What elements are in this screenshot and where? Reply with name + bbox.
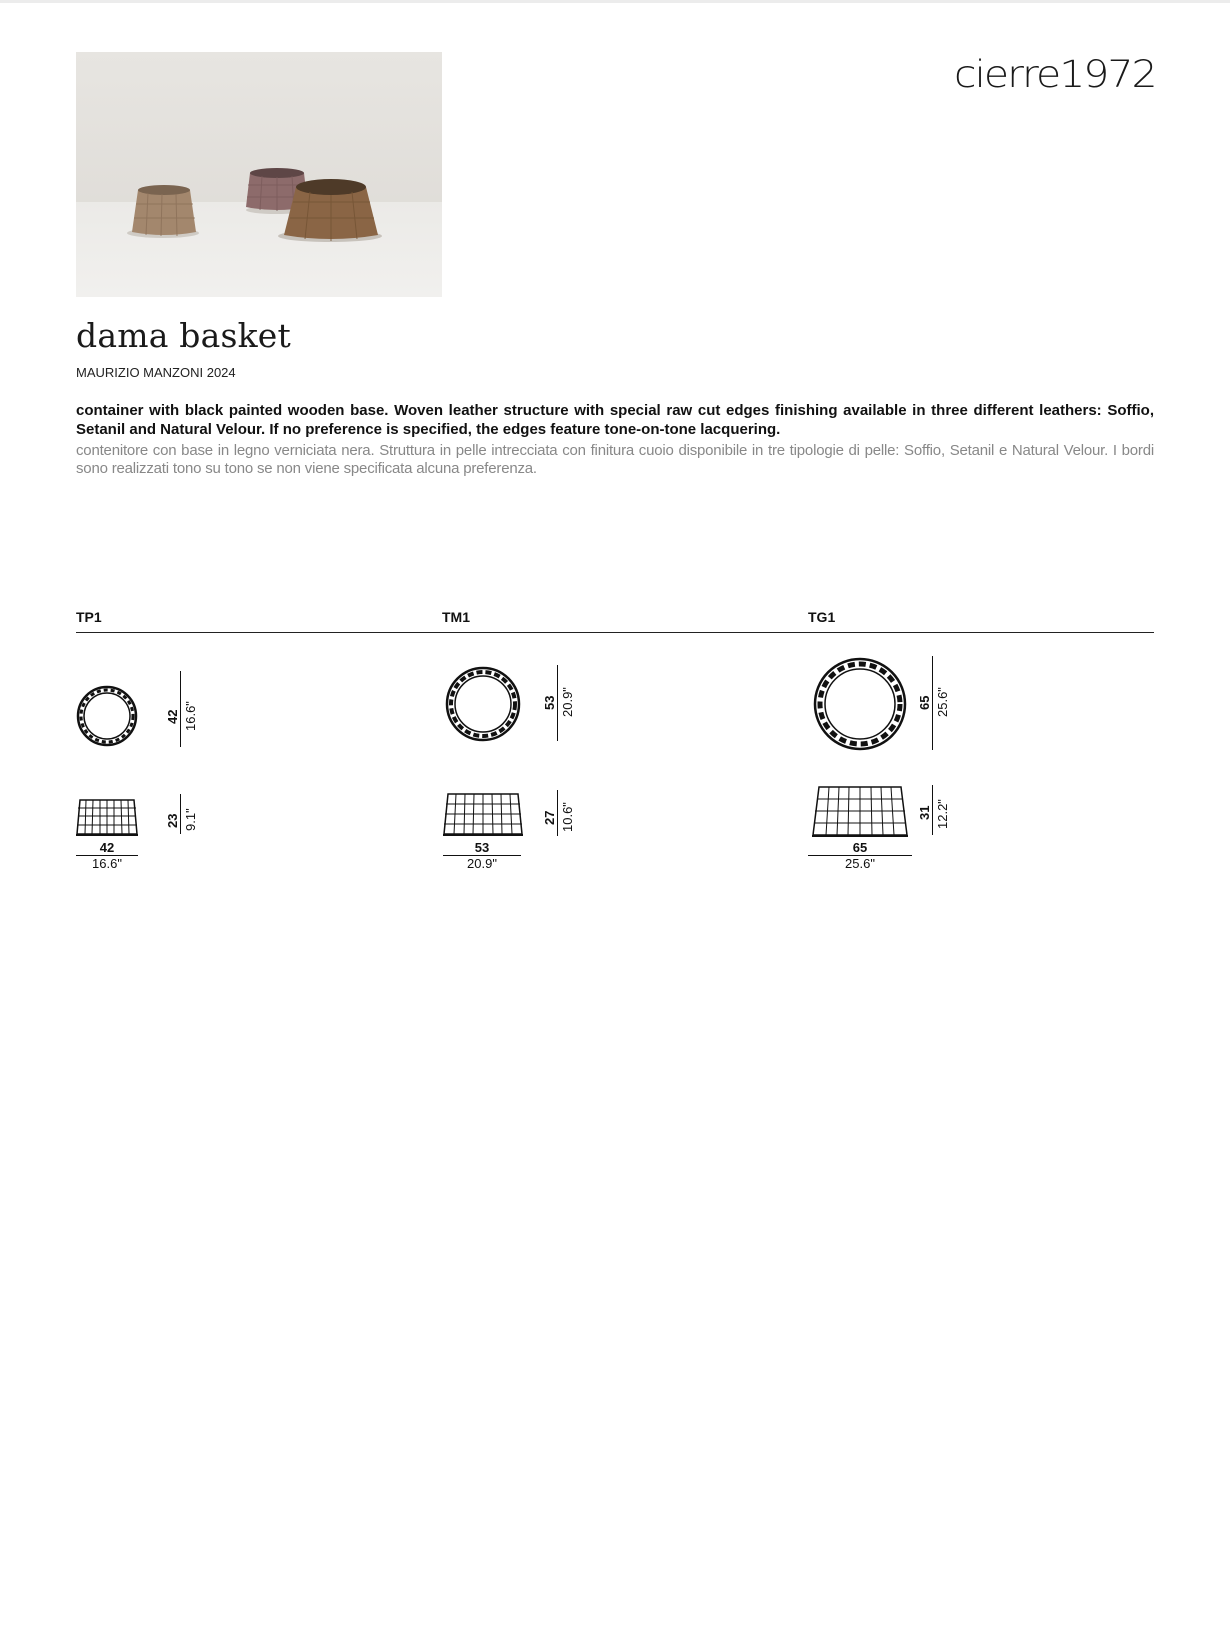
product-designer: MAURIZIO MANZONI 2024 xyxy=(76,365,236,380)
tp1-height-dimension xyxy=(166,794,206,834)
tg1-front-view-drawing xyxy=(812,785,908,837)
tg1-width-dimension xyxy=(808,841,912,870)
brand-logo xyxy=(954,44,1154,104)
product-title: dama basket xyxy=(76,316,291,355)
variant-code-tp1: TP1 xyxy=(76,609,102,625)
top-border xyxy=(0,0,1230,3)
tp1-diameter-dimension xyxy=(166,671,206,747)
tp1-width-in: 16.6" xyxy=(92,856,122,871)
tp1-width-cm: 42 xyxy=(99,840,115,855)
tm1-diameter-cm: 53 xyxy=(542,695,557,710)
tg1-width-cm: 65 xyxy=(852,840,868,855)
tg1-height-in: 12.2" xyxy=(935,799,950,829)
tm1-diameter-dimension xyxy=(543,665,583,741)
tm1-top-view-drawing xyxy=(444,665,522,743)
description-english: container with black painted wooden base. Woven leather structure with special raw cut edges finishing available in three different leathers: Soffio, Setanil and Natural Velour. If no preference is specified, the edges feature tone-on-tone lacquering. xyxy=(76,402,1154,438)
tg1-diameter-cm: 65 xyxy=(917,695,932,710)
tm1-height-cm: 27 xyxy=(542,810,557,825)
tm1-height-dimension xyxy=(543,790,583,836)
codes-divider xyxy=(76,632,1154,633)
description-italian: contenitore con base in legno verniciata nera. Struttura in pelle intrecciata con finitura cuoio disponibile in tre tipologie di pelle: Soffio, Setanil e Natural Velour. I bordi sono realizzati tono su tono se non viene specificata alcuna preferenza. xyxy=(76,442,1154,477)
tm1-width-cm: 53 xyxy=(474,840,490,855)
tg1-diameter-in: 25.6" xyxy=(935,687,950,717)
tm1-diameter-in: 20.9" xyxy=(560,687,575,717)
tp1-front-view-drawing xyxy=(76,798,138,836)
tm1-width-in: 20.9" xyxy=(467,856,497,871)
tp1-height-cm: 23 xyxy=(165,813,180,828)
tp1-width-dimension xyxy=(76,841,138,870)
tm1-front-view-drawing xyxy=(443,792,523,836)
product-photo xyxy=(76,52,442,297)
tp1-diameter-in: 16.6" xyxy=(183,701,198,731)
tm1-height-in: 10.6" xyxy=(560,802,575,832)
tg1-diameter-dimension xyxy=(918,656,958,750)
tg1-top-view-drawing xyxy=(812,656,908,752)
tm1-width-dimension xyxy=(443,841,521,870)
tg1-width-in: 25.6" xyxy=(845,856,875,871)
tp1-diameter-cm: 42 xyxy=(165,709,180,724)
variant-code-tm1: TM1 xyxy=(442,609,470,625)
tp1-height-in: 9.1" xyxy=(183,808,198,831)
tp1-top-view-drawing xyxy=(74,683,140,749)
tg1-height-dimension xyxy=(918,785,958,835)
brand-logo-text: cierre1972 xyxy=(954,51,1156,97)
variant-code-tg1: TG1 xyxy=(808,609,836,625)
tg1-height-cm: 31 xyxy=(917,805,932,820)
